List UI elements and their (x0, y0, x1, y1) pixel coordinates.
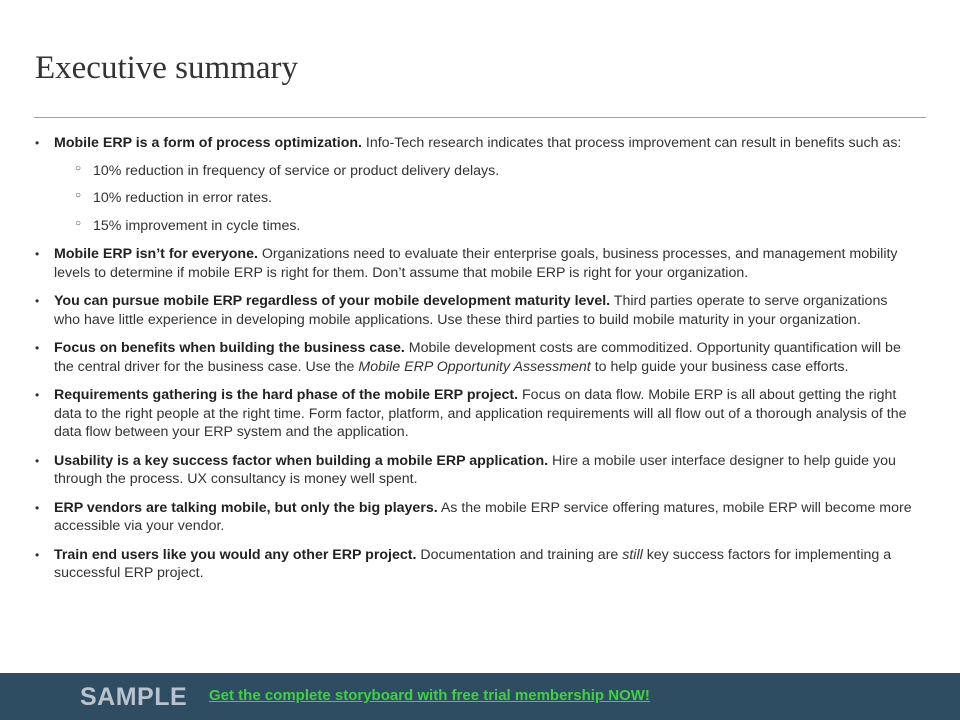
bullet-text: As the mobile ERP service offering matures, mobile ERP will become more accessible via your vendor. (54, 499, 912, 534)
bullet-heading: Focus on benefits when building the business case. (54, 340, 405, 356)
page-title: Executive summary (35, 50, 299, 86)
bullet-text: Focus on data flow. Mobile ERP is all about getting the right data to the right people at the right time. Form factor, platform, and application requirements will all flow out of a thorough analysis of the data flow between your ERP system and the application. (54, 387, 907, 440)
sub-bullet-icon: ○ (75, 190, 82, 201)
bullet-icon: • (35, 500, 40, 515)
summary-bullet (35, 452, 915, 489)
summary-bullet (35, 292, 915, 329)
bullet-icon: • (35, 547, 40, 562)
summary-bullet (35, 546, 915, 583)
bullet-icon: • (35, 136, 40, 150)
sub-bullet-icon: ○ (75, 162, 82, 174)
bullet-text: Organizations need to evaluate their enterprise goals, business processes, and management mobility levels to determine if mobile ERP is right for them. Don’t assume that mobile ERP is right for your organization. (54, 246, 898, 281)
bullet-icon: • (35, 341, 40, 355)
free-trial-link[interactable]: Get the complete storyboard with free trial membership NOW! (209, 687, 650, 704)
bullet-heading: Usability is a key success factor when building a mobile ERP application. (54, 452, 549, 469)
sub-bullet-icon: ○ (75, 217, 82, 229)
summary-bullet (35, 245, 915, 282)
bullet-heading: ERP vendors are talking mobile, but only the big players. (54, 499, 438, 516)
sample-label: SAMPLE (80, 683, 188, 711)
bullet-icon: • (35, 247, 40, 261)
bullet-heading: You can pursue mobile ERP regardless of your mobile development maturity level. (54, 293, 611, 309)
summary-bullet (35, 386, 915, 442)
bullet-icon: • (35, 294, 40, 308)
bullet-icon: • (35, 453, 40, 468)
sub-bullet (54, 189, 915, 208)
summary-bullet (35, 499, 915, 536)
summary-bullet (35, 339, 915, 376)
bullet-heading: Mobile ERP isn’t for everyone. (54, 246, 258, 262)
sub-bullet-text: 10% reduction in frequency of service or product delivery delays. (93, 162, 500, 179)
bullet-heading: Train end users like you would any other ERP project. (54, 546, 417, 563)
bullet-text: Third parties operate to serve organizations who have little experience in developing mobile applications. Use these third parties to build mobile maturity in your organization. (54, 293, 888, 328)
bullet-text: Hire a mobile user interface designer to help guide you through the process. UX consultancy is money well spent. (54, 452, 896, 487)
bullet-icon: • (35, 388, 40, 402)
sample-footer-banner (0, 673, 960, 720)
bullet-text: Info-Tech research indicates that process improvement can result in benefits such as: (361, 135, 902, 151)
bullet-text-continued: key success factors for implementing a successful ERP project. (54, 546, 892, 581)
title-divider (34, 117, 926, 118)
bullet-text: Documentation and training are (416, 546, 623, 563)
bullet-text: Mobile development costs are commoditized. Opportunity quantification will be the central driver for the business case. Use the (54, 340, 901, 375)
summary-bullet (35, 134, 915, 235)
bullet-text-continued: to help guide your business case efforts. (590, 358, 849, 375)
summary-list (35, 134, 915, 593)
emphasis-word: still (622, 546, 643, 563)
sub-bullet-text: 15% improvement in cycle times. (93, 217, 301, 234)
sub-bullet (54, 162, 915, 181)
bullet-heading: Requirements gathering is the hard phase of the mobile ERP project. (54, 387, 519, 403)
tool-name: Mobile ERP Opportunity Assessment (358, 358, 591, 375)
sub-bullet-text: 10% reduction in error rates. (93, 190, 273, 206)
bullet-heading: Mobile ERP is a form of process optimization. (54, 135, 362, 151)
sub-bullet (54, 217, 915, 236)
